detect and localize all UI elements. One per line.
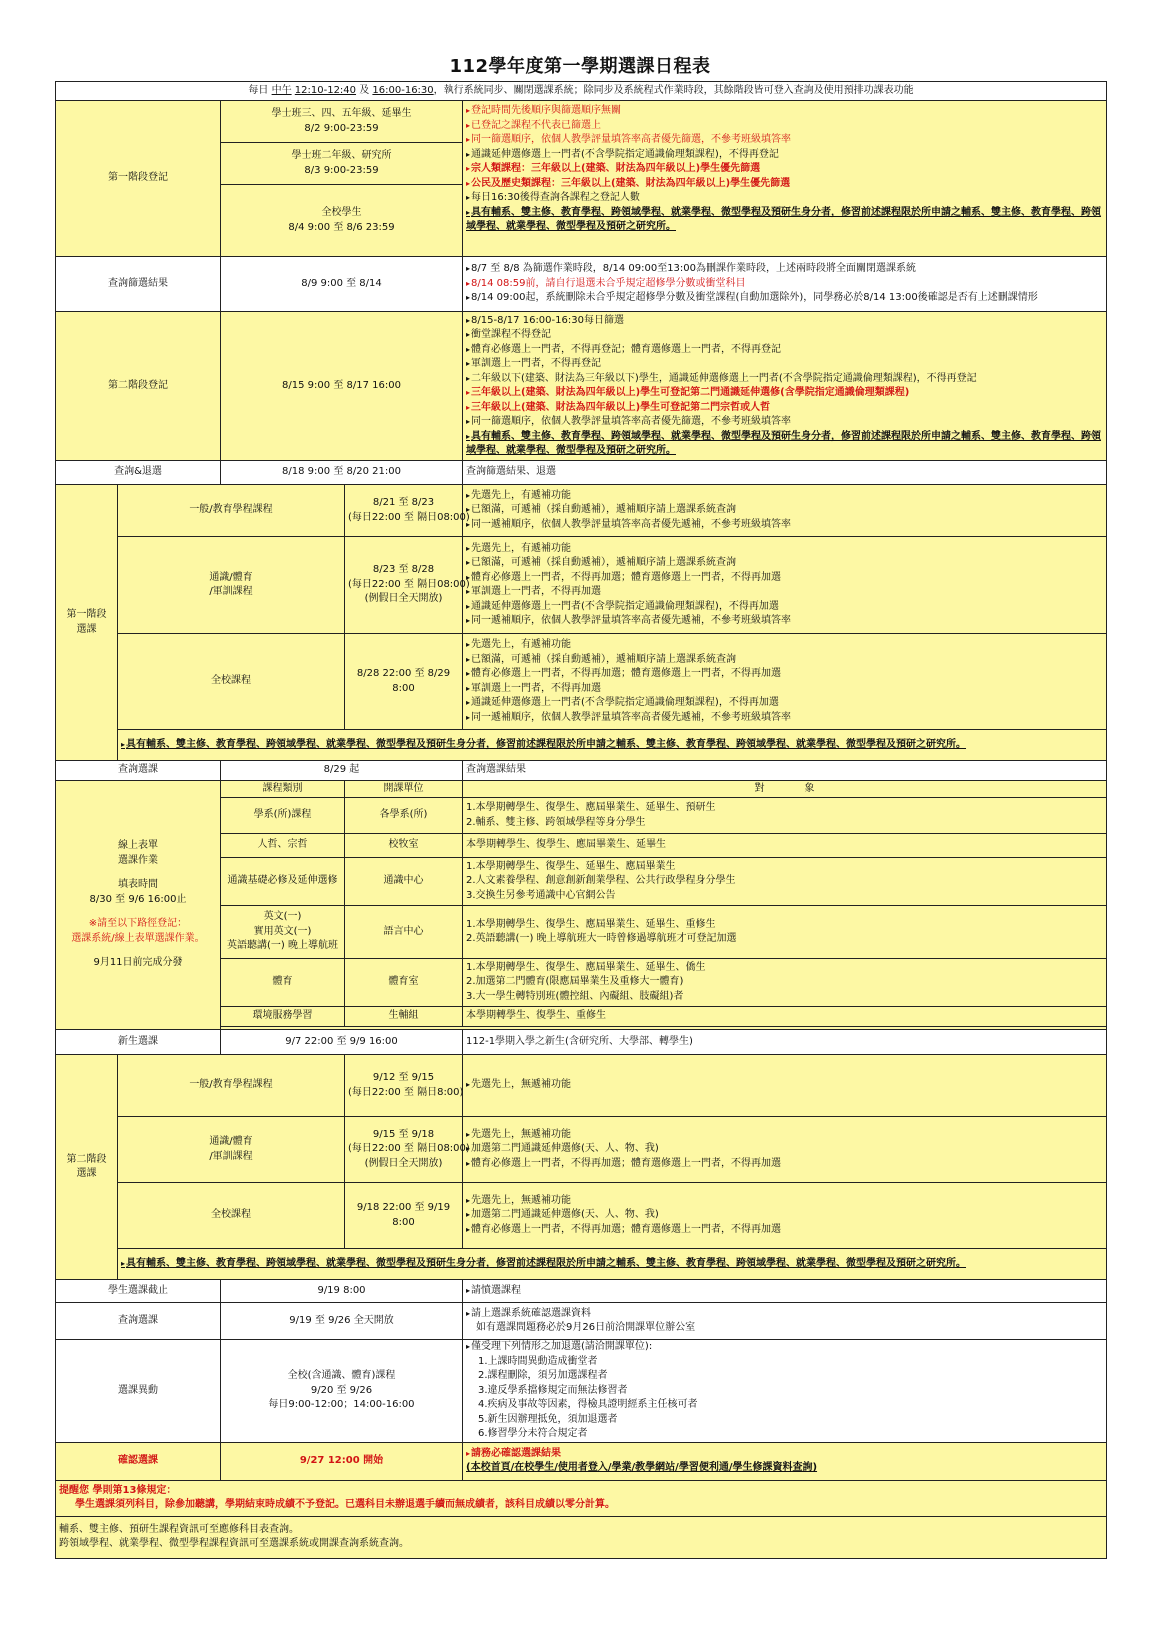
- phase1-sel-row: [56, 485, 1107, 537]
- deadline-time: 9/19 8:00: [221, 1280, 463, 1303]
- query-course-time: 8/29 起: [221, 761, 463, 781]
- form-target: 本學期轉學生、復學生、應屆畢業生、延畢生: [463, 834, 1107, 858]
- phase1-reg-label: 第一階段登記: [56, 101, 221, 257]
- course-type: 通識/體育 /軍訓課程: [118, 537, 345, 634]
- confirm-time: 9/27 12:00 開始: [221, 1442, 463, 1480]
- change-row: [56, 1340, 1107, 1443]
- change-label: 選課異動: [56, 1340, 221, 1443]
- phase1-slot: 學士班三、四、五年級、延畢生 8/2 9:00-23:59: [221, 101, 463, 143]
- page-title: 112學年度第一學期選課日程表: [449, 56, 711, 77]
- phase1-sel-row: [56, 537, 1107, 634]
- form-target: 1.本學期轉學生、復學生、應屆畢業生、延畢生、僑生 2.加選第二門體育(限應屆畢業生及重修大一體育) 3.大一學生轉特別班(體控組、內礙組、肢礙組)者: [463, 959, 1107, 1007]
- course-notes: ▸ 先選先上，無遞補功能: [463, 1055, 1107, 1117]
- change-time: 全校(含通識、體育)課程 9/20 至 9/26 每日9:00-12:00；14:00-16:00: [221, 1340, 463, 1443]
- form-type: 環境服務學習: [221, 1007, 345, 1027]
- form-unit: 生輔組: [345, 1007, 463, 1027]
- confirm-row: [56, 1442, 1107, 1480]
- form-target: 本學期轉學生、復學生、重修生: [463, 1007, 1107, 1027]
- form-target: 1.本學期轉學生、復學生、延畢生、應屆畢業生 2.人文素養學程、創意創新創業學程、公共行政學程身分學生 3.交換生另參考通識中心官網公告: [463, 858, 1107, 906]
- query-course-row: [56, 761, 1107, 781]
- info-box: 輔系、雙主修、預研生課程資訊可至應修科目表查詢。 跨領域學程、就業學程、微型學程課程資訊可至選課系統或開課查詢系統查詢。: [56, 1516, 1107, 1558]
- query-screen-notes: ▸ 8/7 至 8/8 為篩選作業時段，8/14 09:00至13:00為刪課作業時段，上述兩時段將全面關閉選課系統 ▸ 8/14 08:59前，請自行退選未合乎規定超修學分數或衝堂科目 ▸ 8/14 09:00起，系統刪除未合乎規定超修學分數及衝堂課程(自動加選除外)，同學務必於8/14 13:00後確認是否有上述刪課情形: [463, 257, 1107, 312]
- header-note-row: [56, 82, 1107, 101]
- query-drop-row: [56, 461, 1107, 485]
- header-note: 每日 中午 12:10-12:40 及 16:00-16:30，執行系統同步、關閉選課系統；除同步及系統程式作業時段，其餘階段皆可登入查詢及使用預排功課表功能: [56, 82, 1107, 101]
- form-target: 1.本學期轉學生、復學生、應屆畢業生、延畢生、預研生 2.輔系、雙主修、跨領域學程等身分學生: [463, 798, 1107, 834]
- form-type: 英文(一) 實用英文(一) 英語聽講(一) 晚上導航班: [221, 906, 345, 959]
- query-drop-time: 8/18 9:00 至 8/20 21:00: [221, 461, 463, 485]
- query-final-notes: ▸ 請上選課系統確認選課資料 如有選課問題務必於9月26日前洽開課單位辦公室: [463, 1303, 1107, 1340]
- course-time: 8/28 22:00 至 8/29 8:00: [345, 634, 463, 730]
- query-screen-label: 查詢篩選結果: [56, 257, 221, 312]
- phase1-sel-footer-row: [56, 730, 1107, 761]
- schedule-table: [55, 81, 1107, 1559]
- phase1-slot: 學士班二年級、研究所 8/3 9:00-23:59: [221, 143, 463, 185]
- confirm-notes: ▸ 請務必確認選課結果 (本校首頁/在校學生/使用者登入/學業/教學網站/學習便利通/學生修課資料查詢): [463, 1442, 1107, 1480]
- confirm-label: 確認選課: [56, 1442, 221, 1480]
- form-unit: 各學系(所): [345, 798, 463, 834]
- form-type: 體育: [221, 959, 345, 1007]
- form-type: 學系(所)課程: [221, 798, 345, 834]
- query-course-label: 查詢選課: [56, 761, 221, 781]
- phase2-reg-label: 第二階段登記: [56, 312, 221, 461]
- course-time: 9/18 22:00 至 9/19 8:00: [345, 1183, 463, 1249]
- course-type: 一般/教育學程課程: [118, 485, 345, 537]
- phase2-reg-notes: ▸ 8/15-8/17 16:00-16:30每日篩選 ▸ 衝堂課程不得登記 ▸ 體育必修選上一門者，不得再登記；體育選修選上一門者，不得再登記 ▸ 軍訓選上一門者，不得再登記 ▸ 二年級以下(建築、財法為三年級以下)學生，通識延伸選修選上一門者(不含學院指定通識倫理類課程)，不得再登記 ▸ 三年級以上(建築、財法為四年級以上)學生可登記第二門通識延伸選修(含學院指定通識倫理類課程) ▸ 三年級以上(建築、財法為四年級以上)學生可登記第二門宗哲或人哲 ▸ 同一篩選順序，依個人教學評量填答率高者優先篩選，不參考班級填答率 ▸ 具有輔系、雙主修、教育學程、跨領域學程、就業學程、微型學程及預研生身分者，修習前述課程限於所申請之輔系、雙主修、教育學程、跨領域學程、就業學程、微型學程及預研之研究所。: [463, 312, 1107, 461]
- phase1-reg-row: [56, 101, 1107, 143]
- course-notes: ▸ 先選先上，有遞補功能 ▸ 已額滿，可遞補（採自動遞補），遞補順序請上選課系統查詢 ▸ 體育必修選上一門者，不得再加選；體育選修選上一門者，不得再加選 ▸ 軍訓選上一門者，不得再加選 ▸ 通識延伸選修選上一門者(不含學院指定通識倫理類課程)，不得再加選 ▸ 同一遞補順序，依個人教學評量填答率高者優先遞補，不參考班級填答率: [463, 537, 1107, 634]
- course-type: 全校課程: [118, 1183, 345, 1249]
- form-unit: 校牧室: [345, 834, 463, 858]
- remind-row: [56, 1480, 1107, 1516]
- new-students-row: [56, 1030, 1107, 1055]
- query-drop-label: 查詢&退選: [56, 461, 221, 485]
- course-type: 全校課程: [118, 634, 345, 730]
- phase1-slot: 全校學生 8/4 9:00 至 8/6 23:59: [221, 185, 463, 257]
- remind-box: 提醒您 學則第13條規定： 學生選課須列科目，除參加聽講，學期結束時成績不予登記。已選科目未辦退選手續而無成績者，該科目成績以零分計算。: [56, 1480, 1107, 1516]
- query-drop-note: 查詢篩選結果、退選: [463, 461, 1107, 485]
- course-notes: ▸ 先選先上，無遞補功能 ▸ 加選第二門通識延伸選修(天、人、物、我) ▸ 體育必修選上一門者，不得再加選；體育選修選上一門者，不得再加選: [463, 1183, 1107, 1249]
- phase2-sel-footer-row: [56, 1249, 1107, 1280]
- course-time: 8/23 至 8/28 (每日22:00 至 隔日08:00) (例假日全天開放): [345, 537, 463, 634]
- form-target: 1.本學期轉學生、復學生、應屆畢業生、延畢生、重修生 2.英語聽講(一) 晚上導航班大一時曾修過導航班才可登記加選: [463, 906, 1107, 959]
- query-screen-row: [56, 257, 1107, 312]
- course-notes: ▸ 先選先上，有遞補功能 ▸ 已額滿，可遞補（採自動遞補），遞補順序請上選課系統查詢 ▸ 同一遞補順序，依個人教學評量填答率高者優先遞補，不參考班級填答率: [463, 485, 1107, 537]
- query-screen-time: 8/9 9:00 至 8/14: [221, 257, 463, 312]
- course-notes: ▸ 先選先上，有遞補功能 ▸ 已額滿，可遞補（採自動遞補），遞補順序請上選課系統查詢 ▸ 體育必修選上一門者，不得再加選；體育選修選上一門者，不得再加選 ▸ 軍訓選上一門者，不得再加選 ▸ 通識延伸選修選上一門者(不含學院指定通識倫理類課程)，不得再加選 ▸ 同一遞補順序，依個人教學評量填答率高者優先遞補，不參考班級填答率: [463, 634, 1107, 730]
- new-students-time: 9/7 22:00 至 9/9 16:00: [221, 1030, 463, 1055]
- phase1-sel-footer: ▸ 具有輔系、雙主修、教育學程、跨領域學程、就業學程、微型學程及預研生身分者，修習前述課程限於所申請之輔系、雙主修、教育學程、跨領域學程、就業學程、微型學程及預研之研究所。: [118, 730, 1107, 761]
- form-unit: 體育室: [345, 959, 463, 1007]
- phase2-sel-footer: ▸ 具有輔系、雙主修、教育學程、跨領域學程、就業學程、微型學程及預研生身分者，修習前述課程限於所申請之輔系、雙主修、教育學程、跨領域學程、就業學程、微型學程及預研之研究所。: [118, 1249, 1107, 1280]
- phase2-sel-row: [56, 1183, 1107, 1249]
- phase2-sel-row: [56, 1055, 1107, 1117]
- new-students-note: 112-1學期入學之新生(含研究所、大學部、轉學生): [463, 1030, 1107, 1055]
- form-head-row: [56, 781, 1107, 798]
- course-type: 一般/教育學程課程: [118, 1055, 345, 1117]
- phase2-sel-row: [56, 1117, 1107, 1183]
- phase2-reg-time: 8/15 9:00 至 8/17 16:00: [221, 312, 463, 461]
- phase1-sel-label: 第一階段 選課: [56, 485, 118, 761]
- info-row: [56, 1516, 1107, 1558]
- form-type: 通識基礎必修及延伸選修: [221, 858, 345, 906]
- form-unit: 語言中心: [345, 906, 463, 959]
- course-time: 9/12 至 9/15 (每日22:00 至 隔日8:00): [345, 1055, 463, 1117]
- form-head-unit: 開課單位: [345, 781, 463, 798]
- form-unit: 通識中心: [345, 858, 463, 906]
- course-time: 9/15 至 9/18 (每日22:00 至 隔日08:00) (例假日全天開放): [345, 1117, 463, 1183]
- form-label: 線上表單 選課作業 填表時間 8/30 至 9/6 16:00止 ※請至以下路徑登記： 選課系統/線上表單選課作業。 9月11日前完成分發: [56, 781, 221, 1030]
- query-final-label: 查詢選課: [56, 1303, 221, 1340]
- phase1-sel-row: [56, 634, 1107, 730]
- course-time: 8/21 至 8/23 (每日22:00 至 隔日08:00): [345, 485, 463, 537]
- deadline-row: [56, 1280, 1107, 1303]
- new-students-label: 新生選課: [56, 1030, 221, 1055]
- deadline-label: 學生選課截止: [56, 1280, 221, 1303]
- query-final-time: 9/19 至 9/26 全天開放: [221, 1303, 463, 1340]
- form-type: 人哲、宗哲: [221, 834, 345, 858]
- phase2-sel-label: 第二階段 選課: [56, 1055, 118, 1280]
- form-head-type: 課程類別: [221, 781, 345, 798]
- course-type: 通識/體育 /軍訓課程: [118, 1117, 345, 1183]
- form-head-target: 對 象: [463, 781, 1107, 798]
- change-notes: ▸ 僅受理下列情形之加退選(請洽開課單位): 1.上課時間異動造成衝堂者 2.課程刪除，須另加選課程者 3.違反學系擋修規定而無法修習者 4.疾病及事故等因素，得檢具證明經系主任核可者 5.新生因辦理抵免，須加退選者 6.修習學分未符合規定者: [463, 1340, 1107, 1443]
- phase1-reg-notes: ▸ 登記時間先後順序與篩選順序無關 ▸ 已登記之課程不代表已篩選上 ▸ 同一篩選順序，依個人教學評量填答率高者優先篩選，不參考班級填答率 ▸ 通識延伸選修選上一門者(不含學院指定通識倫理類課程)，不得再登記 ▸ 宗人類課程：三年級以上(建築、財法為四年級以上)學生優先篩選 ▸ 公民及歷史類課程：三年級以上(建築、財法為四年級以上)學生優先篩選 ▸ 每日16:30後得查詢各課程之登記人數 ▸ 具有輔系、雙主修、教育學程、跨領域學程、就業學程、微型學程及預研生身分者，修習前述課程限於所申請之輔系、雙主修、教育學程、跨領域學程、就業學程、微型學程及預研之研究所。: [463, 101, 1107, 257]
- query-final-row: [56, 1303, 1107, 1340]
- course-notes: ▸ 先選先上，無遞補功能 ▸ 加選第二門通識延伸選修(天、人、物、我) ▸ 體育必修選上一門者，不得再加選；體育選修選上一門者，不得再加選: [463, 1117, 1107, 1183]
- deadline-note: ▸ 請憤選課程: [463, 1280, 1107, 1303]
- phase2-reg-row: [56, 312, 1107, 461]
- query-course-note: 查詢選課結果: [463, 761, 1107, 781]
